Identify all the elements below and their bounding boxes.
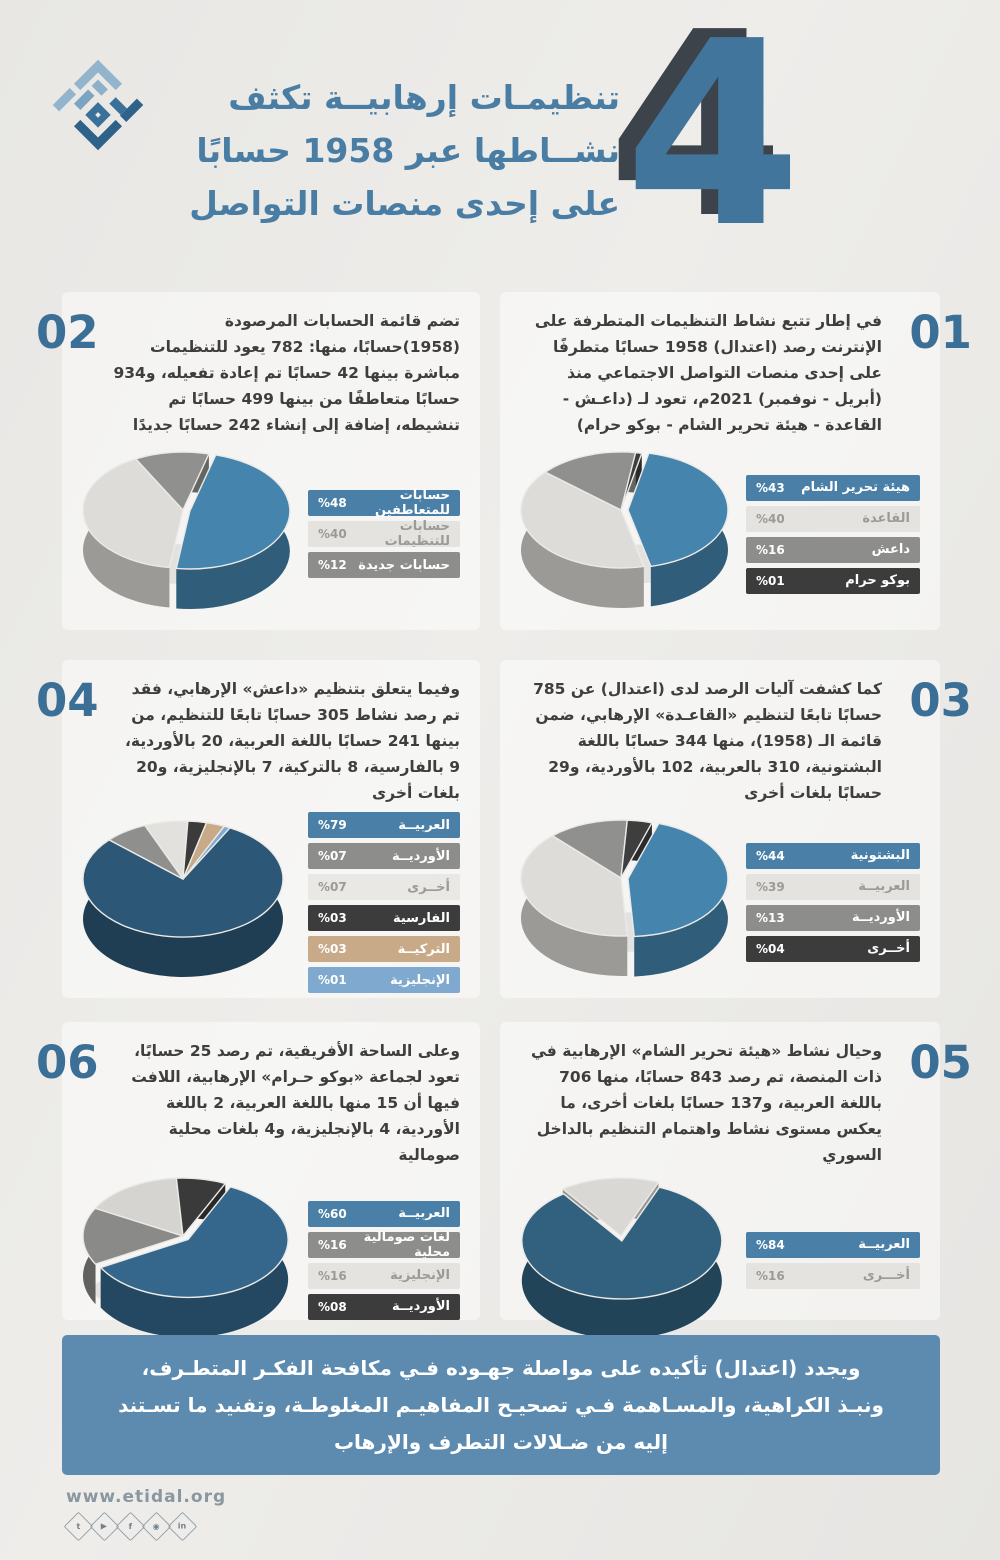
section-number: 03 — [909, 674, 972, 727]
linkedin-glyph: in — [178, 1521, 187, 1531]
big-number-4: 4 — [624, 0, 802, 284]
chart-legend — [744, 475, 928, 594]
pie-chart-bokoharam-languages — [68, 1174, 298, 1346]
legend-row — [308, 1294, 460, 1320]
legend-percent: %39 — [756, 879, 785, 894]
legend-row — [746, 905, 920, 931]
pie-chart-hts-languages — [506, 1174, 736, 1346]
closing-statement-text: ويجدد (اعتدال) تأكيده على مواصلة جهـوده فـي مكافحة الفكـر المتطـرف، ونبـذ الكراهية، والمسـاهمة فـي تصحيـح المفاهيـم المغلوطـة، وتفنيد ما تسـتند إليه من ضـلالات التطرف والإرهاب — [118, 1355, 884, 1454]
chart-row — [62, 446, 480, 630]
legend-row — [746, 568, 920, 594]
legend-percent: %13 — [756, 910, 785, 925]
legend-label: لغات صومالية محلية — [363, 1229, 450, 1260]
legend-label: العربيــة — [398, 817, 450, 833]
section-02 — [36, 292, 480, 630]
chart-legend — [306, 490, 468, 578]
title-line-2: نشــاطها عبر 1958 حسابًا — [196, 130, 620, 170]
legend-row — [308, 552, 460, 578]
legend-percent: %12 — [318, 558, 347, 572]
legend-label: العربيــة — [858, 879, 910, 894]
legend-row — [308, 1229, 460, 1260]
legend-row — [746, 874, 920, 900]
legend-label: أخــرى — [407, 879, 450, 895]
chart-row — [500, 1172, 940, 1356]
chart-row — [500, 446, 940, 630]
pie-chart-daesh-languages — [68, 817, 298, 989]
legend-row — [308, 936, 460, 962]
legend-percent: %44 — [756, 848, 785, 863]
legend-label: التركيــة — [397, 941, 450, 957]
social-icons-row — [68, 1516, 193, 1537]
chart-row — [62, 810, 480, 1003]
legend-row — [308, 843, 460, 869]
legend-label: أخــرى — [867, 941, 910, 956]
legend-percent: %16 — [318, 1237, 347, 1252]
website-url[interactable]: www.etidal.org — [66, 1487, 227, 1507]
legend-row — [746, 506, 920, 532]
twitter-glyph: t — [76, 1521, 81, 1531]
legend-percent: %60 — [318, 1206, 347, 1221]
legend-label: البشتونية — [850, 848, 910, 863]
legend-percent: %16 — [756, 542, 785, 557]
legend-row — [746, 475, 920, 501]
legend-label: الإنجليزية — [390, 972, 450, 988]
legend-percent: %03 — [318, 911, 347, 926]
legend-percent: %43 — [756, 480, 785, 495]
legend-label: الأورديــة — [391, 1299, 450, 1315]
legend-row — [746, 1232, 920, 1258]
chart-legend — [306, 1201, 468, 1320]
legend-row — [746, 1263, 920, 1289]
facebook-glyph: f — [128, 1521, 133, 1531]
page-title — [140, 72, 620, 230]
title-line-3: على إحدى منصات التواصل — [189, 183, 620, 223]
legend-row — [308, 905, 460, 931]
legend-label: أخـــرى — [862, 1268, 910, 1284]
section-text: وفيما يتعلق بتنظيم «داعش» الإرهابي، فقد تم رصد نشاط 305 حسابًا تابعًا للتنظيم، من بينها 241 حسابًا باللغة العربية، 20 بالأوردية، 9 بالفارسية، 8 بالتركية، 7 بالإنجليزية، و20 بلغات أخرى — [125, 680, 460, 803]
legend-row — [746, 936, 920, 962]
chart-row — [500, 814, 940, 998]
section-number: 01 — [909, 306, 972, 359]
linkedin-icon[interactable] — [168, 1512, 198, 1542]
legend-label: العربيــة — [398, 1206, 450, 1222]
legend-row — [308, 967, 460, 993]
chart-row — [62, 1172, 480, 1356]
legend-row — [308, 490, 460, 516]
legend-percent: %16 — [756, 1268, 785, 1283]
legend-row — [308, 1263, 460, 1289]
legend-row — [308, 812, 460, 838]
legend-label: داعش — [871, 542, 910, 557]
legend-percent: %01 — [318, 973, 347, 988]
legend-label: حسابات للتنظيمات — [384, 519, 450, 549]
legend-percent: %40 — [318, 527, 347, 541]
legend-row — [746, 537, 920, 563]
legend-label: الفارسية — [392, 910, 450, 926]
closing-statement-banner — [62, 1335, 940, 1475]
legend-percent: %07 — [318, 849, 347, 864]
section-04 — [36, 660, 480, 998]
legend-label: حسابات جديدة — [358, 557, 450, 573]
section-number: 02 — [36, 306, 99, 359]
chart-legend — [744, 1232, 928, 1289]
legend-label: العربيــة — [858, 1237, 910, 1253]
legend-row — [746, 843, 920, 869]
chart-legend — [306, 812, 468, 993]
legend-label: هيئة تحرير الشام — [801, 480, 910, 495]
pie-chart-alqaeda-languages — [506, 816, 736, 988]
legend-percent: %48 — [318, 496, 347, 510]
legend-percent: %79 — [318, 818, 347, 833]
section-03 — [500, 660, 972, 998]
instagram-glyph: ◉ — [153, 1521, 160, 1531]
facebook-icon[interactable] — [116, 1512, 146, 1542]
section-05 — [500, 1022, 972, 1320]
chart-legend — [744, 843, 928, 962]
legend-percent: %16 — [318, 1268, 347, 1283]
legend-row — [308, 1201, 460, 1227]
section-text: في إطار تتبع نشاط التنظيمات المتطرفة على الإنترنت رصد (اعتدال) 1958 حسابًا متطرفًا على إحدى منصات التواصل الاجتماعي منذ (أبريل - نوفمبر) 2021م، تعود لـ (داعـش - القاعدة - هيئة تحرير الشام - بوكو حرام) — [534, 312, 882, 435]
section-number: 04 — [36, 674, 99, 727]
title-line-1: تنظيمـات إرهابيــة تكثف — [228, 78, 620, 117]
legend-label: بوكو حرام — [845, 573, 910, 588]
section-text: وحيال نشاط «هيئة تحرير الشام» الإرهابية في ذات المنصة، تم رصد 843 حسابًا، منها 706 باللغة العربية، و137 حسابًا بلغات أخرى، ما يعكس مستوى نشاط واهتمام التنظيم بالداخل السوري — [530, 1042, 882, 1165]
instagram-icon[interactable] — [142, 1512, 172, 1542]
legend-label: الإنجليزية — [390, 1268, 450, 1284]
section-number: 05 — [909, 1036, 972, 1089]
legend-percent: %84 — [756, 1237, 785, 1252]
section-text: وعلى الساحة الأفريقية، تم رصد 25 حسابًا، تعود لجماعة «بوكو حـرام» الإرهابية، اللافت فيها أن 15 منها باللغة العربية، 2 باللغة الأوردية، 4 بالإنجليزية، و4 بلغات محلية صومالية — [131, 1042, 460, 1165]
youtube-glyph: ▶ — [101, 1521, 108, 1531]
youtube-icon[interactable] — [90, 1512, 120, 1542]
section-01 — [500, 292, 972, 630]
section-06 — [36, 1022, 480, 1320]
legend-percent: %07 — [318, 880, 347, 895]
section-text: كما كشفت آليات الرصد لدى (اعتدال) عن 785 حسابًا تابعًا لتنظيم «القاعـدة» الإرهابي، ضمن قائمة الـ (1958)، منها 344 حسابًا باللغة البشتونية، 310 بالعربية، 102 بالأوردية، و29 حسابًا بلغات أخرى — [533, 680, 882, 803]
pie-chart-organizations — [506, 448, 736, 620]
legend-percent: %01 — [756, 573, 785, 588]
legend-label: حسابات للمتعاطفين — [374, 488, 450, 518]
legend-label: الأورديــة — [851, 910, 910, 925]
twitter-icon[interactable] — [64, 1512, 94, 1542]
pie-chart-account-types — [68, 448, 298, 620]
section-number: 06 — [36, 1036, 99, 1089]
legend-percent: %04 — [756, 941, 785, 956]
legend-percent: %08 — [318, 1299, 347, 1314]
legend-percent: %40 — [756, 511, 785, 526]
legend-row — [308, 874, 460, 900]
legend-row — [308, 521, 460, 547]
legend-percent: %03 — [318, 942, 347, 957]
legend-label: الأورديــة — [391, 848, 450, 864]
legend-label: القاعدة — [862, 511, 910, 526]
section-text: تضم قائمة الحسابات المرصودة (1958)حسابًا، منها: 782 يعود للتنظيمات مباشرة بينها 42 حسابًا تم إعادة تفعيله، و934 حسابًا متعاطفًا من بينها 499 حسابًا تم تنشيطه، إضافة إلى إنشاء 242 حسابًا جديدًا — [113, 312, 460, 435]
